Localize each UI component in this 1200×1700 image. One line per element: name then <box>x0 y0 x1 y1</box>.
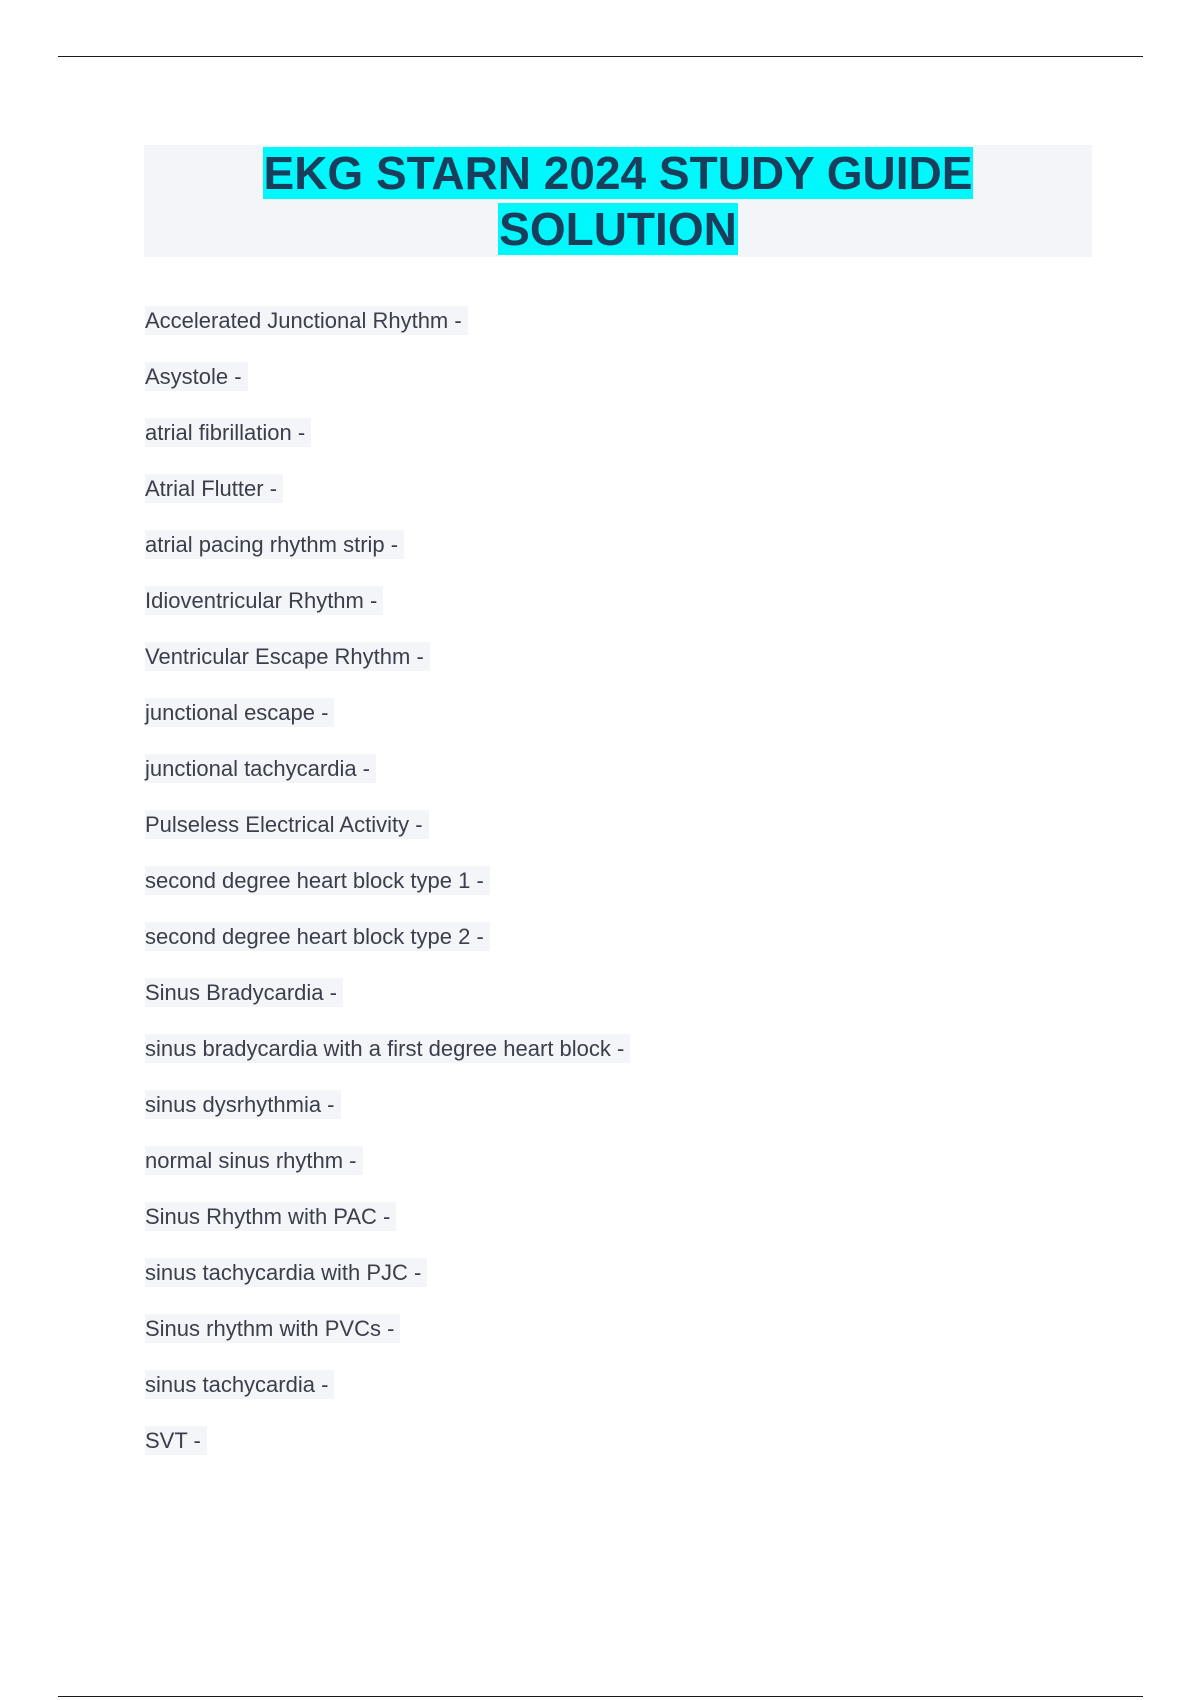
bottom-rule <box>58 1696 1143 1697</box>
list-item-text: Ventricular Escape Rhythm - <box>145 642 430 671</box>
list-item-text: sinus tachycardia - <box>145 1370 334 1399</box>
list-item-text: Sinus rhythm with PVCs - <box>145 1314 400 1343</box>
list-item <box>145 1199 1045 1255</box>
list-item <box>145 807 1045 863</box>
list-item <box>145 359 1045 415</box>
list-item <box>145 975 1045 1031</box>
list-item-text: sinus bradycardia with a first degree heart block - <box>145 1034 630 1063</box>
list-item <box>145 1143 1045 1199</box>
title-line-1: EKG STARN 2024 STUDY GUIDE <box>263 147 973 199</box>
list-item <box>145 919 1045 975</box>
list-item <box>145 527 1045 583</box>
list-item-text: junctional escape - <box>145 698 334 727</box>
list-item-text: sinus tachycardia with PJC - <box>145 1258 427 1287</box>
top-rule <box>58 56 1143 57</box>
list-item <box>145 471 1045 527</box>
list-item-text: Idioventricular Rhythm - <box>145 586 383 615</box>
list-item <box>145 1367 1045 1423</box>
list-item <box>145 1311 1045 1367</box>
title-line-2: SOLUTION <box>499 203 737 255</box>
list-item-text: Sinus Rhythm with PAC - <box>145 1202 396 1231</box>
list-item-text: Sinus Bradycardia - <box>145 978 343 1007</box>
list-item <box>145 639 1045 695</box>
page-title <box>144 145 1092 257</box>
list-item-text: second degree heart block type 1 - <box>145 866 490 895</box>
list-item-text: atrial fibrillation - <box>145 418 311 447</box>
list-item <box>145 1423 1045 1479</box>
list-item-text: second degree heart block type 2 - <box>145 922 490 951</box>
list-item <box>145 751 1045 807</box>
list-item-text: Accelerated Junctional Rhythm - <box>145 306 468 335</box>
list-item-text: junctional tachycardia - <box>145 754 376 783</box>
term-list <box>145 303 1045 1479</box>
list-item <box>145 1087 1045 1143</box>
title-block <box>144 145 1092 257</box>
list-item <box>145 415 1045 471</box>
list-item <box>145 863 1045 919</box>
list-item <box>145 1255 1045 1311</box>
list-item-text: Atrial Flutter - <box>145 474 283 503</box>
list-item <box>145 1031 1045 1087</box>
list-item-text: sinus dysrhythmia - <box>145 1090 341 1119</box>
list-item <box>145 583 1045 639</box>
list-item <box>145 695 1045 751</box>
list-item-text: Pulseless Electrical Activity - <box>145 810 429 839</box>
list-item-text: Asystole - <box>145 362 248 391</box>
list-item <box>145 303 1045 359</box>
list-item-text: atrial pacing rhythm strip - <box>145 530 404 559</box>
list-item-text: normal sinus rhythm - <box>145 1146 363 1175</box>
list-item-text: SVT - <box>145 1426 207 1455</box>
